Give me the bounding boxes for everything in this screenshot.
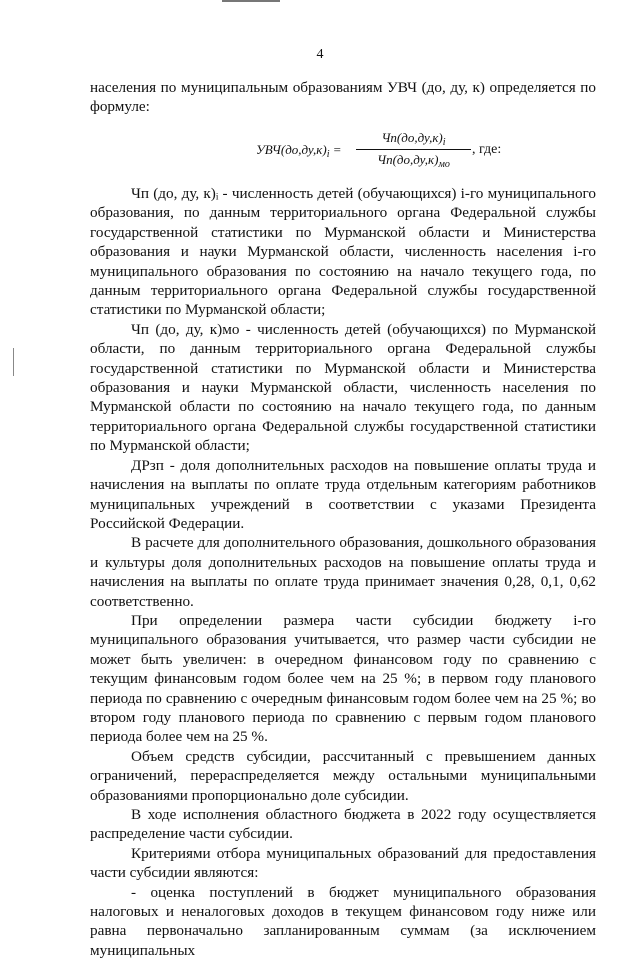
formula-lhs: $УВЧ(до,ду,к)_i$ = <box>256 142 342 160</box>
paragraph: Чп (до, ду, к)мо - численность детей (обучающихся) по Мурманской области, по данным территориального органа Федеральной службы государственной статистики по Мурманской области и Министерства образования и науки Мурманской области, численность населения по Мурманской области по состоянию на начало текущего года, по данным территориального органа Федеральной службы государственной статистики по Мурманской области; <box>90 320 596 455</box>
paragraph: При определении размера части субсидии бюджету i-го муниципального образования учитывается, что размер части субсидии не может быть увеличен: в очередном финансовом году по сравнению с текущим финансовым годом более чем на 25 %; в первом году планового периода по сравнению с очередным финансовым годом более чем на 25 %; во втором году планового периода по сравнению с первым годом планового периода более чем на 25 %. <box>90 611 596 746</box>
formula-fraction <box>356 130 471 170</box>
paragraph: - оценка поступлений в бюджет муниципального образования налоговых и неналоговых доходов в текущем финансовом году ниже или равна первоначально запланированным суммам (за исключением муниципальных <box>90 883 596 959</box>
formula-trailer: , где: <box>472 142 502 157</box>
fraction-bar <box>356 149 471 150</box>
paragraph: ДРзп - доля дополнительных расходов на повышение оплаты труда и начисления на выплаты по оплате труда отдельным категориям работников муниципальных учреждений в соответствии с указами Президента Российской Федерации. <box>90 456 596 532</box>
intro-block <box>90 78 596 117</box>
top-rule <box>222 0 280 2</box>
paragraph: В ходе исполнения областного бюджета в 2022 году осуществляется распределение части субсидии. <box>90 806 596 843</box>
formula-denominator: $Чп(до,ду,к)_{мо}$ <box>377 152 450 170</box>
paragraph: Критериями отбора муниципальных образований для предоставления части субсидии являются: <box>90 844 596 882</box>
paragraph: Объем средств субсидии, рассчитанный с превышением данных ограничений, перераспределяется между остальными муниципальными образованиями пропорционально доле субсидии. <box>90 747 596 804</box>
formula-numerator: $Чп(до,ду,к)_i$ <box>381 130 446 148</box>
formula <box>236 128 526 170</box>
intro-paragraph: населения по муниципальным образованиям УВЧ (до, ду, к) определяется по формуле: <box>90 79 596 116</box>
body-text <box>90 184 596 960</box>
paragraph: Чп (до, ду, к)ᵢ - численность детей (обучающихся) i-го муниципального образования, по данным территориального органа Федеральной службы государственной статистики по Мурманской области и Министерства образования и науки Мурманской области, численность населения i-го муниципального образования по состоянию на начало текущего года, по данным территориального органа Федеральной службы государственной статистики по Мурманской области; <box>90 185 596 319</box>
page-number: 4 <box>316 47 324 62</box>
paragraph: В расчете для дополнительного образования, дошкольного образования и культуры доля дополнительных расходов на повышение оплаты труда и начисления на выплаты по оплате труда принимает значения 0,28, 0,1, 0,62 соответственно. <box>90 534 596 610</box>
margin-mark <box>13 348 14 376</box>
